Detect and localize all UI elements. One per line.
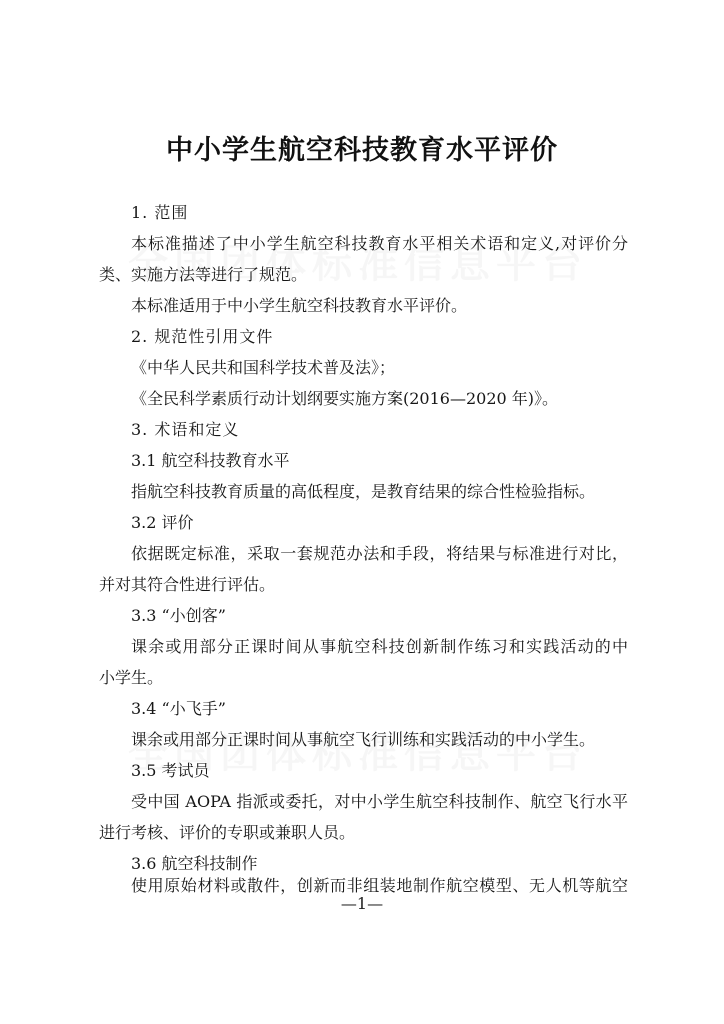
body-text: 小学生。 <box>99 668 164 687</box>
term-heading: 3.5 考试员 <box>131 761 210 780</box>
page-number: —1— <box>340 894 384 913</box>
term-heading: 3.1 航空科技教育水平 <box>131 451 290 470</box>
body-text: 指航空科技教育质量的高低程度，是教育结果的综合性检验指标。 <box>131 482 596 501</box>
body-text: 课余或用部分正课时间从事航空飞行训练和实践活动的中小学生。 <box>131 730 596 749</box>
body-text: 受中国 AOPA 指派或委托，对中小学生航空科技制作、航空飞行水平 <box>131 792 628 811</box>
section-heading: 3. 术语和定义 <box>131 420 240 439</box>
body-text: 课余或用部分正课时间从事航空科技创新制作练习和实践活动的中 <box>131 637 628 656</box>
term-heading: 3.3 “小创客” <box>131 606 226 625</box>
section-heading: 1. 范围 <box>131 203 189 222</box>
term-heading: 3.2 评价 <box>131 513 194 532</box>
section-heading: 2. 规范性引用文件 <box>131 327 274 346</box>
reference-item: 《全民科学素质行动计划纲要实施方案(2016—2020 年)》。 <box>131 389 559 408</box>
body-text: 类、实施方法等进行了规范。 <box>99 265 308 284</box>
body-text: 进行考核、评价的专职或兼职人员。 <box>99 823 356 842</box>
body-text: 本标准适用于中小学生航空科技教育水平评价。 <box>131 296 468 315</box>
reference-item: 《中华人民共和国科学技术普及法》； <box>131 358 396 377</box>
body-text: 本标准描述了中小学生航空科技教育水平相关术语和定义,对评价分 <box>131 234 628 253</box>
page-title: 中小学生航空科技教育水平评价 <box>166 135 558 166</box>
body-text: 使用原始材料或散件，创新而非组装地制作航空模型、无人机等航空 <box>131 876 628 895</box>
body-text: 依据既定标准，采取一套规范办法和手段，将结果与标准进行对比， <box>131 544 628 563</box>
term-heading: 3.6 航空科技制作 <box>131 854 258 873</box>
body-text: 并对其符合性进行评估。 <box>99 575 276 594</box>
term-heading: 3.4 “小飞手” <box>131 699 226 718</box>
